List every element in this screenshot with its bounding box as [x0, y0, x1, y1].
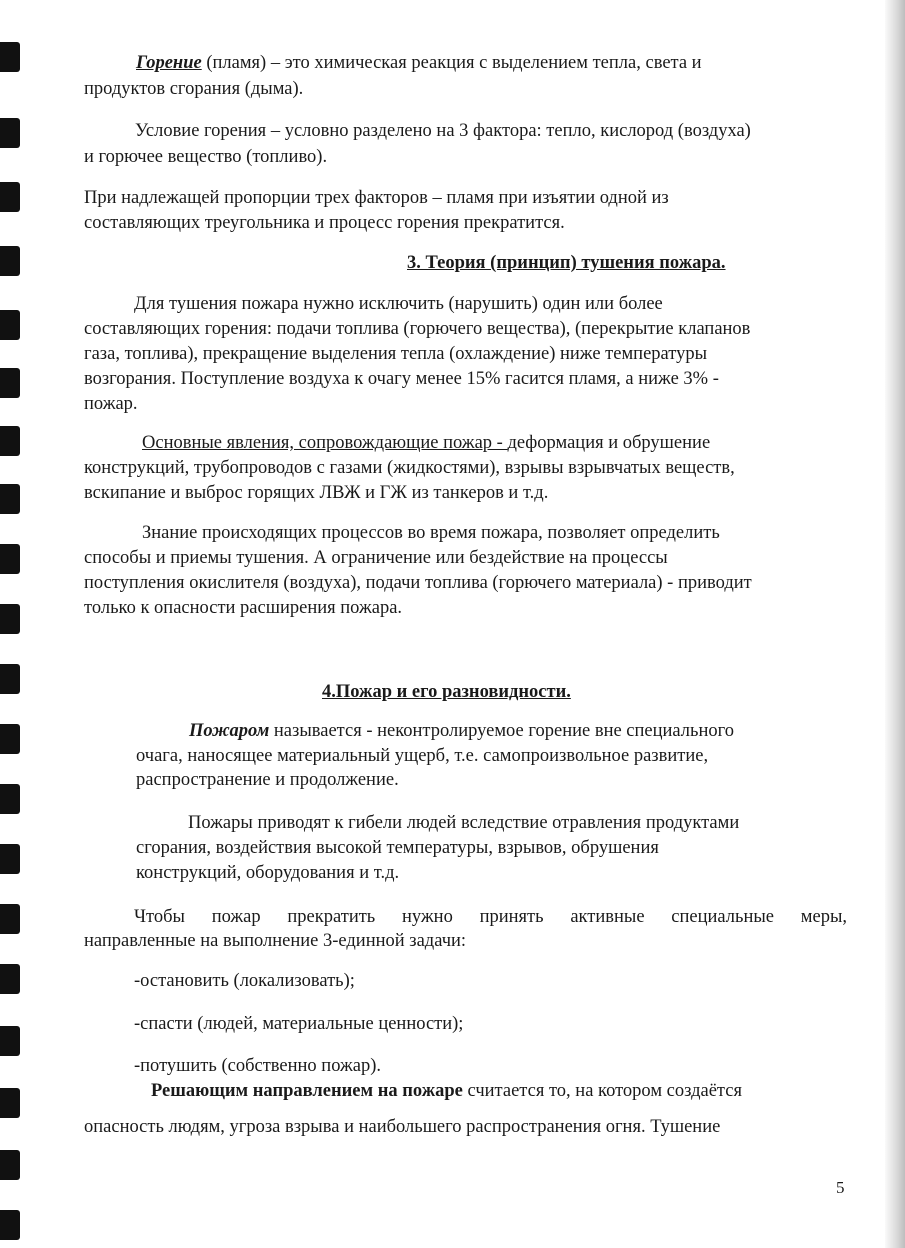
paragraph-phenomena-line3: вскипание и выброс горящих ЛВЖ и ГЖ из танкеров и т.д. — [84, 483, 549, 503]
paragraph-decisive-direction-line2: опасность людям, угроза взрыва и наибольшего распространения огня. Тушение — [84, 1117, 721, 1137]
paragraph-extinguish-line1: Для тушения пожара нужно исключить (нарушить) один или более — [134, 294, 663, 314]
term-fire: Пожаром — [189, 721, 270, 741]
term-combustion: Горение — [136, 53, 202, 73]
paragraph-phenomena-line2: конструкций, трубопроводов с газами (жидкостями), взрывы взрывчатых веществ, — [84, 458, 735, 478]
paragraph-fire-deaths-line1: Пожары приводят к гибели людей вследствие отравления продуктами — [188, 813, 740, 833]
paragraph-knowledge-line1: Знание происходящих процессов во время пожара, позволяет определить — [142, 523, 720, 543]
paragraph-extinguish-line3: газа, топлива), прекращение выделения тепла (охлаждение) ниже температуры — [84, 344, 708, 364]
paragraph-fire-definition-line2: очага, наносящее материальный ущерб, т.е. самопроизвольное развитие, — [136, 746, 709, 766]
task-list-item: -потушить (собственно пожар). — [134, 1056, 382, 1076]
paragraph-proportion-line1: При надлежащей пропорции трех факторов – пламя при изъятии одной из — [84, 188, 669, 208]
paragraph-conditions-line1: Условие горения – условно разделено на 3 фактора: тепло, кислород (воздуха) — [135, 121, 751, 141]
paragraph-fire-deaths-line2: сгорания, воздействия высокой температуры, взрывов, обрушения — [136, 838, 659, 858]
spiral-binding — [0, 0, 24, 1248]
paragraph-extinguish-line4: возгорания. Поступление воздуха к очагу менее 15% гасится пламя, а ниже 3% - — [84, 369, 719, 389]
paragraph-measures-line2: направленные на выполнение 3-единной задачи: — [84, 931, 467, 951]
paragraph-proportion-line2: составляющих треугольника и процесс горения прекратится. — [84, 213, 565, 233]
paragraph-combustion-line2: продуктов сгорания (дыма). — [84, 79, 304, 99]
paragraph-knowledge-line3: поступления окислителя (воздуха), подачи топлива (горючего материала) - приводит — [84, 573, 752, 593]
paragraph-phenomena-line1: Основные явления, сопровождающие пожар - деформация и обрушение — [142, 433, 711, 453]
task-list-item: -спасти (людей, материальные ценности); — [134, 1014, 464, 1034]
task-list-item: -остановить (локализовать); — [134, 971, 355, 991]
paragraph-knowledge-line2: способы и приемы тушения. А ограничение или бездействие на процессы — [84, 548, 668, 568]
decisive-direction-lead: Решающим направлением на пожаре — [151, 1081, 463, 1101]
paragraph-decisive-direction-line1: Решающим направлением на пожаре считается то, на котором создаётся — [151, 1081, 742, 1101]
page-edge-shadow — [885, 0, 905, 1248]
paragraph-knowledge-line4: только к опасности расширения пожара. — [84, 598, 403, 618]
phenomena-lead: Основные явления, сопровождающие пожар - — [142, 433, 508, 453]
section-heading-3: 3. Теория (принцип) тушения пожара. — [407, 253, 726, 273]
page-number: 5 — [836, 1178, 845, 1197]
paragraph-measures-line1: Чтобы пожар прекратить нужно принять активные специальные меры, — [134, 907, 847, 927]
section-heading-4: 4.Пожар и его разновидности. — [322, 682, 571, 702]
paragraph-combustion-line1: Горение (пламя) – это химическая реакция с выделением тепла, света и — [136, 53, 702, 73]
paragraph-conditions-line2: и горючее вещество (топливо). — [84, 147, 328, 167]
paragraph-fire-definition-line1: Пожаром называется - неконтролируемое горение вне специального — [189, 721, 735, 741]
paragraph-fire-definition-line3: распространение и продолжение. — [136, 770, 399, 790]
paragraph-extinguish-line2: составляющих горения: подачи топлива (горючего вещества), (перекрытие клапанов — [84, 319, 751, 339]
paragraph-fire-deaths-line3: конструкций, оборудования и т.д. — [136, 863, 400, 883]
paragraph-extinguish-line5: пожар. — [84, 394, 138, 414]
